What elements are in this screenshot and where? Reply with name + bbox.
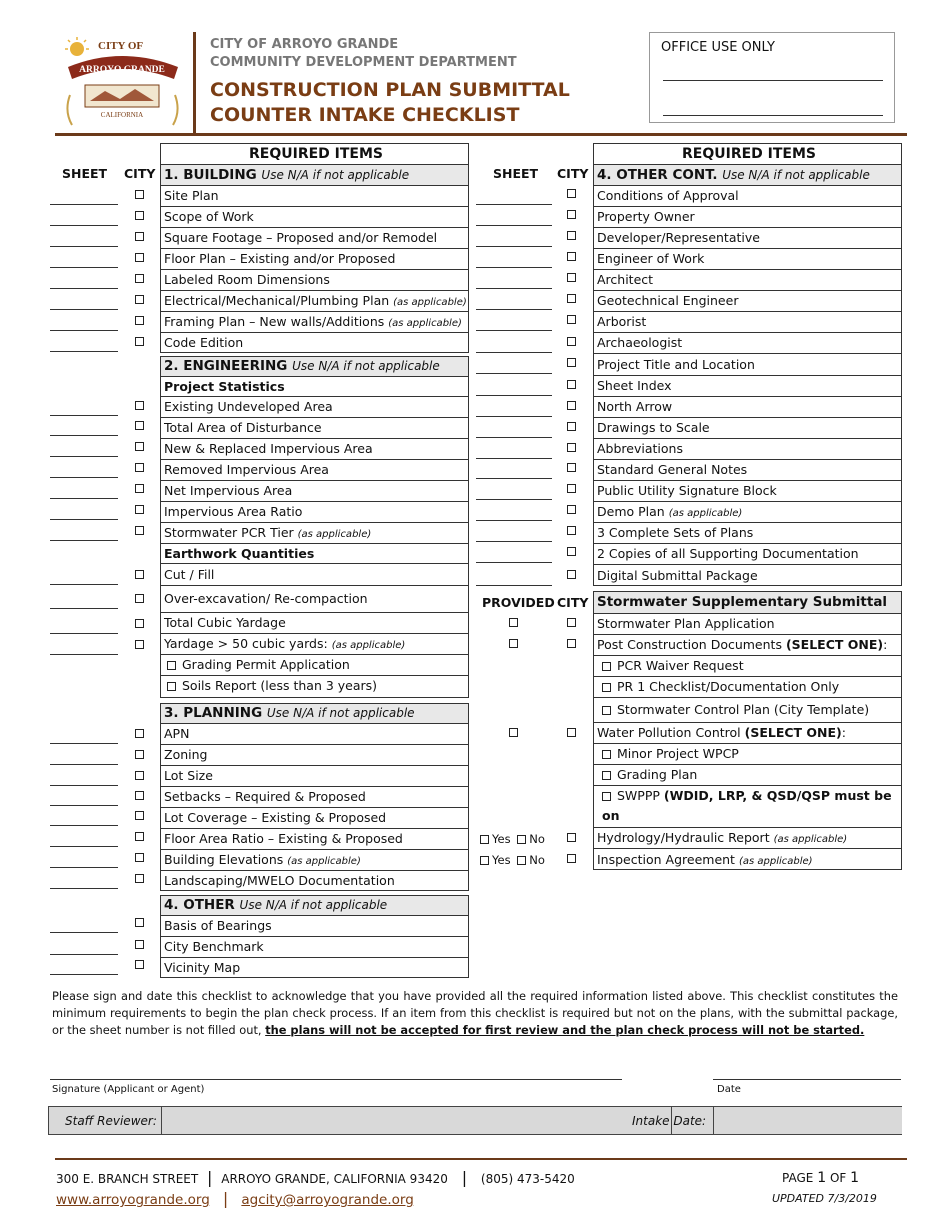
sheet-number-line[interactable] xyxy=(50,932,118,933)
intake-date-label: Intake Date: xyxy=(632,1114,707,1128)
sheet-number-line[interactable] xyxy=(476,288,552,289)
checkbox[interactable] xyxy=(567,210,576,219)
checkbox[interactable] xyxy=(602,662,611,671)
checklist-item: Site Plan xyxy=(161,186,468,207)
checklist-item: APN xyxy=(161,724,468,745)
hydrology-yes-no: Yes No xyxy=(480,832,545,846)
sheet-number-line[interactable] xyxy=(476,437,552,438)
checkbox[interactable] xyxy=(135,526,144,535)
checklist-item: Removed Impervious Area xyxy=(161,460,468,481)
city-column-header: CITY xyxy=(124,166,156,181)
checklist-item: Setbacks – Required & Proposed xyxy=(161,787,468,808)
engineering-header: 2. ENGINEERING Use N/A if not applicable xyxy=(161,357,468,377)
checkbox[interactable] xyxy=(135,274,144,283)
svg-text:CITY OF: CITY OF xyxy=(98,40,144,52)
website-link[interactable]: www.arroyogrande.org xyxy=(56,1192,210,1208)
checklist-item: Vicinity Map xyxy=(164,960,241,975)
checklist-item: Digital Submittal Package xyxy=(597,568,758,583)
city-logo xyxy=(60,35,185,130)
checklist-item: Net Impervious Area xyxy=(161,481,468,502)
sheet-number-line[interactable] xyxy=(476,330,552,331)
checkbox[interactable] xyxy=(517,835,526,844)
checklist-item: Square Footage – Proposed and/or Remodel xyxy=(161,228,468,249)
checklist-item: Public Utility Signature Block xyxy=(594,481,901,502)
sheet-number-line[interactable] xyxy=(476,204,552,205)
header-rule xyxy=(55,133,907,136)
sheet-number-line[interactable] xyxy=(476,499,552,500)
checklist-item: Architect xyxy=(594,270,901,291)
updated-date: UPDATED 7/3/2019 xyxy=(772,1192,877,1205)
checklist-item: Landscaping/MWELO Documentation xyxy=(164,873,395,888)
checkbox[interactable] xyxy=(509,618,518,627)
checkbox[interactable] xyxy=(567,570,576,579)
department-name: COMMUNITY DEVELOPMENT DEPARTMENT xyxy=(210,55,517,70)
planning-section xyxy=(160,703,469,891)
checkbox[interactable] xyxy=(602,771,611,780)
checkbox[interactable] xyxy=(135,316,144,325)
sheet-number-line[interactable] xyxy=(476,478,552,479)
provided-column-header: PROVIDED xyxy=(482,595,555,610)
checklist-item: Water Pollution Control (SELECT ONE): xyxy=(594,723,901,744)
checklist-item: Demo Plan (as applicable) xyxy=(594,502,901,523)
sheet-number-line[interactable] xyxy=(476,267,552,268)
sheet-number-line[interactable] xyxy=(50,805,118,806)
signature-line[interactable] xyxy=(50,1079,622,1080)
checklist-item: Archaeologist xyxy=(594,333,901,354)
sheet-column-header: SHEET xyxy=(62,166,108,181)
sheet-number-line[interactable] xyxy=(476,373,552,374)
sheet-number-line[interactable] xyxy=(476,562,552,563)
checklist-item: Inspection Agreement (as applicable) xyxy=(597,852,813,867)
sheet-number-line[interactable] xyxy=(50,954,118,955)
svg-text:CALIFORNIA: CALIFORNIA xyxy=(100,111,144,119)
sheet-number-line[interactable] xyxy=(50,825,118,826)
checkbox[interactable] xyxy=(135,232,144,241)
sheet-number-line[interactable] xyxy=(50,225,118,226)
header-divider xyxy=(193,32,196,136)
checkbox[interactable] xyxy=(135,253,144,262)
sheet-number-line[interactable] xyxy=(50,351,118,352)
checklist-item: Arborist xyxy=(594,312,901,333)
checkbox[interactable] xyxy=(567,294,576,303)
sun-icon xyxy=(70,42,84,56)
staff-reviewer-field[interactable] xyxy=(161,1107,672,1134)
checklist-item: Over-excavation/ Re-compaction xyxy=(161,586,468,613)
engineering-section xyxy=(160,356,469,698)
checkbox[interactable] xyxy=(517,856,526,865)
checklist-item: Abbreviations xyxy=(594,439,901,460)
checkbox[interactable] xyxy=(567,315,576,324)
staff-review-bar xyxy=(48,1106,902,1135)
checklist-item: Conditions of Approval xyxy=(594,186,901,207)
sheet-number-line[interactable] xyxy=(476,541,552,542)
checklist-item: Electrical/Mechanical/Plumbing Plan (as applicable) xyxy=(161,291,468,312)
checkbox[interactable] xyxy=(135,463,144,472)
checkbox[interactable] xyxy=(135,337,144,346)
checkbox[interactable] xyxy=(480,835,489,844)
checkbox[interactable] xyxy=(567,547,576,556)
checklist-item: 2 Copies of all Supporting Documentation xyxy=(594,544,901,565)
inspection-yes-no: Yes No xyxy=(480,853,545,867)
checkbox[interactable] xyxy=(135,853,144,862)
sheet-number-line[interactable] xyxy=(476,352,552,353)
checkbox[interactable] xyxy=(135,505,144,514)
footer-contact: 300 E. BRANCH STREET | ARROYO GRANDE, CALIFORNIA 93420 | (805) 473-5420 xyxy=(56,1168,575,1187)
checkbox[interactable] xyxy=(167,661,176,670)
sheet-number-line[interactable] xyxy=(476,309,552,310)
checkbox[interactable] xyxy=(135,640,144,649)
checkbox[interactable] xyxy=(567,231,576,240)
checkbox[interactable] xyxy=(567,252,576,261)
checkbox[interactable] xyxy=(135,771,144,780)
email-link[interactable]: agcity@arroyogrande.org xyxy=(241,1192,414,1208)
sheet-number-line[interactable] xyxy=(50,519,118,520)
sheet-number-line[interactable] xyxy=(50,204,118,205)
page-title: CONSTRUCTION PLAN SUBMITTAL COUNTER INTAKE CHECKLIST xyxy=(210,79,570,126)
checkbox[interactable] xyxy=(567,273,576,282)
checkbox[interactable] xyxy=(602,750,611,759)
checklist-item: Project Title and Location xyxy=(594,354,901,376)
city-column-header: CITY xyxy=(557,166,589,181)
sheet-number-line[interactable] xyxy=(50,477,118,478)
checkbox[interactable] xyxy=(135,729,144,738)
staff-reviewer-label: Staff Reviewer: xyxy=(65,1114,157,1128)
checkbox[interactable] xyxy=(567,337,576,346)
checkbox[interactable] xyxy=(135,750,144,759)
checklist-item: Standard General Notes xyxy=(594,460,901,481)
checklist-item: Lot Coverage – Existing & Proposed xyxy=(161,808,468,829)
building-header: 1. BUILDING Use N/A if not applicable xyxy=(161,165,468,186)
sheet-number-line[interactable] xyxy=(50,608,118,609)
soils-report-option[interactable]: Soils Report (less than 3 years) xyxy=(161,676,468,697)
office-use-line[interactable] xyxy=(663,80,883,81)
sheet-number-line[interactable] xyxy=(50,867,118,868)
checkbox[interactable] xyxy=(567,443,576,452)
sheet-number-line[interactable] xyxy=(50,435,118,436)
other-section xyxy=(160,895,469,978)
sheet-number-line[interactable] xyxy=(50,540,118,541)
checklist-item: Stormwater Plan Application xyxy=(594,614,901,635)
checklist-item: Total Area of Disturbance xyxy=(161,418,468,439)
checkbox[interactable] xyxy=(135,401,144,410)
sheet-number-line[interactable] xyxy=(476,458,552,459)
checklist-item: Building Elevations (as applicable) xyxy=(161,850,468,871)
sheet-number-line[interactable] xyxy=(50,288,118,289)
intake-date-field[interactable] xyxy=(713,1107,902,1134)
checkbox[interactable] xyxy=(167,682,176,691)
checklist-item: Yardage > 50 cubic yards: (as applicable) xyxy=(161,634,468,655)
sheet-number-line[interactable] xyxy=(476,225,552,226)
sheet-number-line[interactable] xyxy=(476,520,552,521)
checklist-item: Sheet Index xyxy=(594,376,901,397)
checklist-item: Basis of Bearings xyxy=(161,916,468,937)
checkbox[interactable] xyxy=(135,874,144,883)
project-statistics-subheader: Project Statistics xyxy=(161,377,468,397)
checklist-item: Post Construction Documents (SELECT ONE): xyxy=(594,635,901,656)
checkbox[interactable] xyxy=(135,811,144,820)
checkbox[interactable] xyxy=(567,358,576,367)
checklist-item: Hydrology/Hydraulic Report (as applicable) xyxy=(594,828,901,849)
planning-header: 3. PLANNING Use N/A if not applicable xyxy=(161,704,468,724)
checkbox[interactable] xyxy=(480,856,489,865)
signature-label: Signature (Applicant or Agent) xyxy=(52,1084,205,1095)
department-block xyxy=(210,36,517,72)
sheet-number-line[interactable] xyxy=(50,654,118,655)
checklist-item: City Benchmark xyxy=(161,937,468,958)
checklist-item: Cut / Fill xyxy=(161,564,468,586)
checklist-item: Scope of Work xyxy=(161,207,468,228)
stormwater-header: Stormwater Supplementary Submittal xyxy=(594,592,901,614)
checklist-item: Engineer of Work xyxy=(594,249,901,270)
checkbox[interactable] xyxy=(602,706,611,715)
sheet-number-line[interactable] xyxy=(50,330,118,331)
swppp-option[interactable]: SWPPP (WDID, LRP, & QSD/QSP must be on xyxy=(594,786,901,828)
pcr-waiver-option[interactable]: PCR Waiver Request xyxy=(594,656,901,677)
sheet-number-line[interactable] xyxy=(476,585,552,586)
checklist-item: Floor Area Ratio – Existing & Proposed xyxy=(161,829,468,850)
sheet-number-line[interactable] xyxy=(50,785,118,786)
building-section xyxy=(160,143,469,353)
sheet-number-line[interactable] xyxy=(476,395,552,396)
checklist-item: New & Replaced Impervious Area xyxy=(161,439,468,460)
checklist-item: Developer/Representative xyxy=(594,228,901,249)
checkbox[interactable] xyxy=(135,442,144,451)
sheet-number-line[interactable] xyxy=(50,743,118,744)
checklist-item: Impervious Area Ratio xyxy=(161,502,468,523)
checklist-item: Total Cubic Yardage xyxy=(161,613,468,634)
sheet-number-line[interactable] xyxy=(476,416,552,417)
city-name: CITY OF ARROYO GRANDE xyxy=(210,37,399,52)
grading-plan-option[interactable]: Grading Plan xyxy=(594,765,901,786)
sheet-number-line[interactable] xyxy=(50,309,118,310)
checkbox[interactable] xyxy=(602,792,611,801)
checkbox[interactable] xyxy=(509,639,518,648)
footer-rule xyxy=(55,1158,907,1160)
earthwork-subheader: Earthwork Quantities xyxy=(161,544,468,564)
page-number: PAGE 1 OF 1 xyxy=(782,1170,860,1186)
other-cont-header: 4. OTHER CONT. Use N/A if not applicable xyxy=(594,165,901,186)
sheet-number-line[interactable] xyxy=(476,246,552,247)
other-header: 4. OTHER Use N/A if not applicable xyxy=(161,896,468,916)
checkbox[interactable] xyxy=(567,505,576,514)
checkbox[interactable] xyxy=(567,189,576,198)
checkbox[interactable] xyxy=(567,639,576,648)
sheet-number-line[interactable] xyxy=(50,974,118,975)
checklist-item: Code Edition xyxy=(164,335,244,350)
pr1-checklist-option[interactable]: PR 1 Checklist/Documentation Only xyxy=(594,677,901,698)
checkbox[interactable] xyxy=(135,190,144,199)
minor-project-wpcp-option[interactable]: Minor Project WPCP xyxy=(594,744,901,765)
sheet-number-line[interactable] xyxy=(50,246,118,247)
sheet-number-line[interactable] xyxy=(50,456,118,457)
checkbox[interactable] xyxy=(135,211,144,220)
checkbox[interactable] xyxy=(135,960,144,969)
checklist-item: Zoning xyxy=(161,745,468,766)
office-use-label: OFFICE USE ONLY xyxy=(661,40,775,55)
checklist-item: Labeled Room Dimensions xyxy=(161,270,468,291)
checkbox[interactable] xyxy=(567,401,576,410)
date-line[interactable] xyxy=(713,1079,901,1080)
checkbox[interactable] xyxy=(567,484,576,493)
checkbox[interactable] xyxy=(135,791,144,800)
checkbox[interactable] xyxy=(567,618,576,627)
checkbox[interactable] xyxy=(509,728,518,737)
city-column-header: CITY xyxy=(557,595,589,610)
checklist-item: Property Owner xyxy=(594,207,901,228)
checkbox[interactable] xyxy=(567,380,576,389)
required-items-header: REQUIRED ITEMS xyxy=(594,144,901,165)
checklist-item: Existing Undeveloped Area xyxy=(161,397,468,418)
office-use-line[interactable] xyxy=(663,115,883,116)
checklist-item: 3 Complete Sets of Plans xyxy=(594,523,901,544)
checkbox[interactable] xyxy=(135,484,144,493)
acknowledgement-statement: Please sign and date this checklist to acknowledge that you have provided all the required information listed above. This checklist constitutes the minimum requirements to begin the plan check process. If an item from this checklist is required but not on the plans, with the submittal package, or the sheet number is not filled out, the plans will not be accepted for first review and the plan check process will not be started. xyxy=(52,989,898,1037)
checklist-item: Lot Size xyxy=(161,766,468,787)
checkbox[interactable] xyxy=(135,594,144,603)
other-cont-section xyxy=(593,143,902,586)
sheet-number-line[interactable] xyxy=(50,888,118,889)
sheet-number-line[interactable] xyxy=(50,584,118,585)
checkbox[interactable] xyxy=(135,421,144,430)
checklist-item: Drawings to Scale xyxy=(594,418,901,439)
checkbox[interactable] xyxy=(135,918,144,927)
checkbox[interactable] xyxy=(567,422,576,431)
sheet-number-line[interactable] xyxy=(50,764,118,765)
required-items-header: REQUIRED ITEMS xyxy=(161,144,468,165)
checkbox[interactable] xyxy=(135,295,144,304)
checklist-item: North Arrow xyxy=(594,397,901,418)
sheet-number-line[interactable] xyxy=(50,267,118,268)
checklist-item: Stormwater PCR Tier (as applicable) xyxy=(161,523,468,544)
stormwater-control-plan-option[interactable]: Stormwater Control Plan (City Template) xyxy=(594,698,901,723)
checkbox[interactable] xyxy=(567,463,576,472)
grading-permit-option[interactable]: Grading Permit Application xyxy=(161,655,468,676)
checkbox[interactable] xyxy=(567,526,576,535)
sheet-number-line[interactable] xyxy=(50,633,118,634)
checkbox[interactable] xyxy=(135,570,144,579)
checkbox[interactable] xyxy=(567,728,576,737)
sheet-number-line[interactable] xyxy=(50,498,118,499)
checklist-item: Framing Plan – New walls/Additions (as applicable) xyxy=(161,312,468,333)
svg-text:ARROYO GRANDE: ARROYO GRANDE xyxy=(79,65,165,75)
stormwater-section xyxy=(593,591,902,870)
footer-links: www.arroyogrande.org | agcity@arroyogrande.org xyxy=(56,1189,414,1208)
sheet-number-line[interactable] xyxy=(50,415,118,416)
sheet-number-line[interactable] xyxy=(50,846,118,847)
checklist-item: Geotechnical Engineer xyxy=(594,291,901,312)
sheet-column-header: SHEET xyxy=(493,166,539,181)
checkbox[interactable] xyxy=(567,833,576,842)
checklist-item: Floor Plan – Existing and/or Proposed xyxy=(161,249,468,270)
date-label: Date xyxy=(717,1084,741,1095)
checkbox[interactable] xyxy=(567,854,576,863)
checkbox[interactable] xyxy=(135,832,144,841)
checkbox[interactable] xyxy=(602,683,611,692)
checkbox[interactable] xyxy=(135,940,144,949)
checkbox[interactable] xyxy=(135,619,144,628)
office-use-box xyxy=(649,32,895,123)
